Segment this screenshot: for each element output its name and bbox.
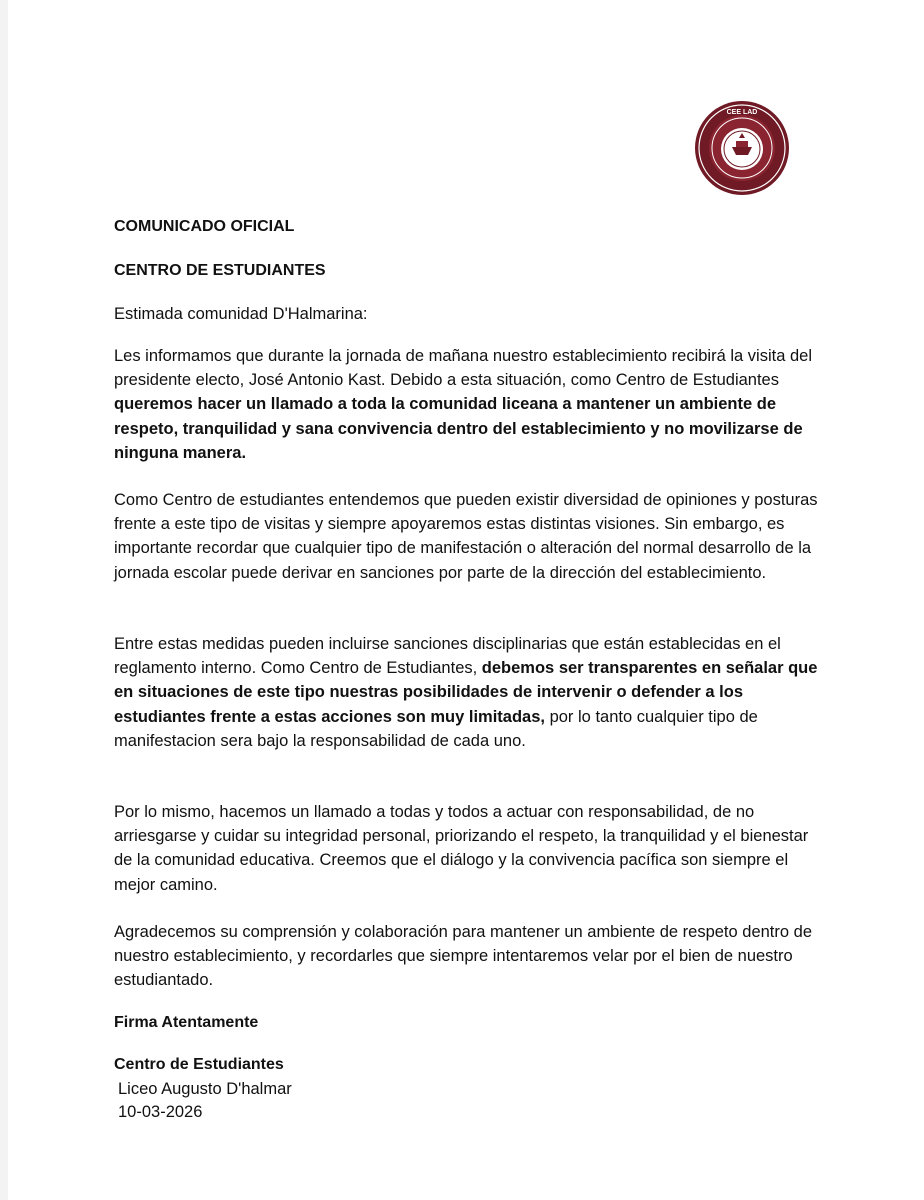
paragraph-2: Como Centro de estudiantes entendemos que pueden existir diversidad de opiniones y posturas frente a este tipo de visitas y siempre apoyaremos estas distintas visiones. Sin embargo, es importante recordar que cualquier tipo de manifestación o alteración del normal desarrollo de la jornada escolar puede derivar en sanciones por parte de la dirección del establecimiento.: [114, 491, 818, 582]
paragraph-1: [114, 344, 819, 465]
paragraph-4: Por lo mismo, hacemos un llamado a todas y todos a actuar con responsabilidad, de no arriesgarse y cuidar su integridad personal, priorizando el respeto, la tranquilidad y el bienestar de la comunidad educativa. Creemos que el diálogo y la convivencia pacífica son siempre el mejor camino.: [114, 803, 809, 894]
signature-date: 10-03-2026: [118, 1103, 203, 1121]
closing: Firma Atentamente: [114, 1014, 259, 1031]
seal-icon: [694, 100, 790, 196]
paragraph-3-text: Entre estas medidas pueden incluirse sanciones disciplinarias que están establecidas en el reglamento interno. Como Centro de Estudiantes,: [114, 635, 781, 678]
paragraph-1-text: Les informamos que durante la jornada de mañana nuestro establecimiento recibirá la visita del presidente electo, José Antonio Kast. Debido a esta situación, como Centro de Estudiantes: [114, 347, 812, 390]
paragraph-3-bold: debemos ser transparentes en señalar que en situaciones de este tipo nuestras posibilidades de intervenir o defender a los estudiantes frente a estas acciones son muy limitadas,: [114, 659, 818, 726]
signature-org: Centro de Estudiantes: [114, 1056, 284, 1073]
document-subtitle: CENTRO DE ESTUDIANTES: [114, 262, 326, 279]
paragraph-5: Agradecemos su comprensión y colaboración para mantener un ambiente de respeto dentro de nuestro establecimiento, y recordarles que siempre intentaremos velar por el bien de nuestro estudiantado.: [114, 923, 813, 990]
paragraph-3-end: por lo tanto cualquier tipo de manifestacion sera bajo la responsabilidad de cada uno.: [114, 707, 758, 750]
greeting: Estimada comunidad D'Halmarina:: [114, 305, 368, 323]
paragraph-1-bold: queremos hacer un llamado a toda la comunidad liceana a mantener un ambiente de respeto, tranquilidad y sana convivencia dentro del establecimiento y no movilizarse de ninguna manera.: [114, 395, 803, 462]
paragraph-3: [114, 632, 819, 753]
document-title: COMUNICADO OFICIAL: [114, 218, 295, 235]
seal-text: CEE LAD: [726, 109, 758, 116]
signature-school: Liceo Augusto D'halmar: [118, 1080, 292, 1098]
